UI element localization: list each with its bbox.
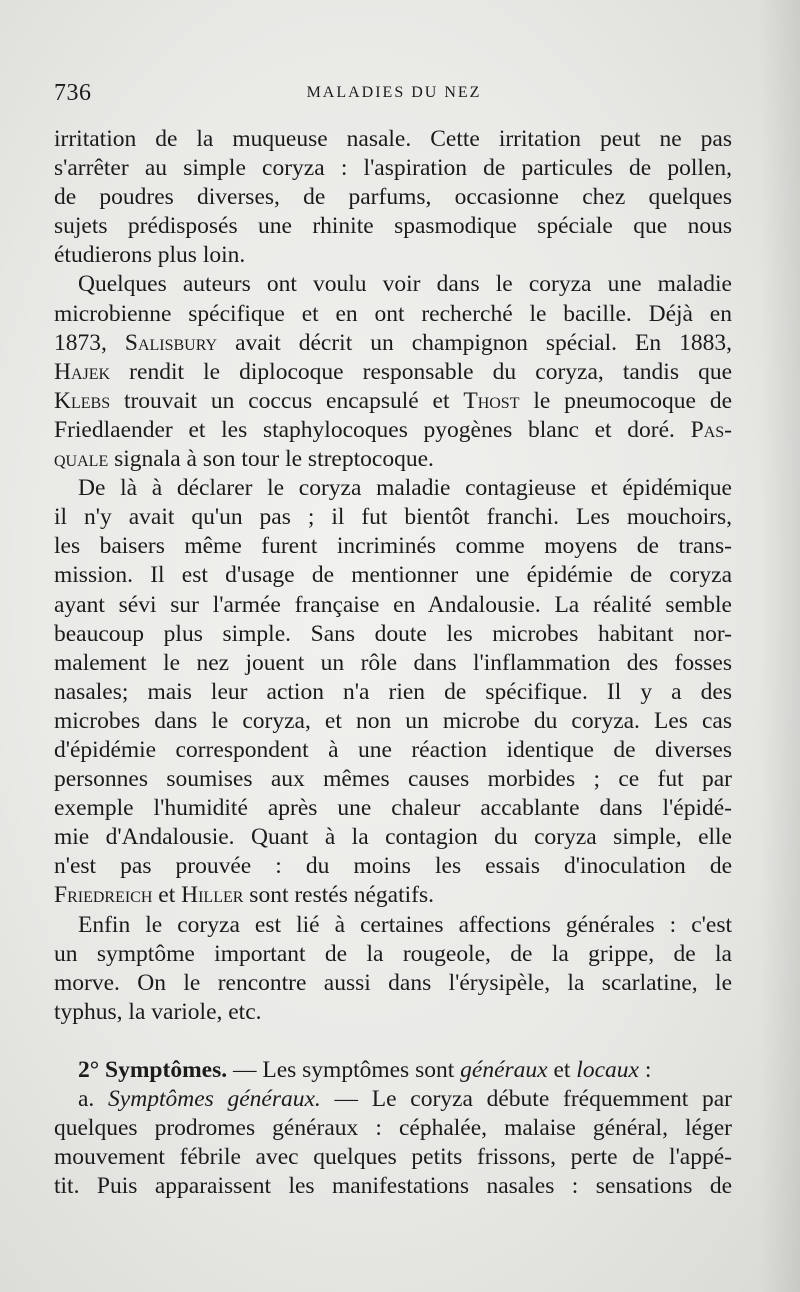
page-number: 736 xyxy=(54,80,92,106)
text-line: morve. On le rencontre aussi dans l'érysipèle, la scarlatine, le xyxy=(54,969,732,996)
section-symptoms xyxy=(54,1056,732,1201)
author-name: quale xyxy=(54,446,109,473)
text-line: il n'y avait qu'un pas ; il fut bientôt franchi. Les mouchoirs, xyxy=(54,504,732,531)
text-line: beaucoup plus simple. Sans doute les microbes habitant nor- xyxy=(54,620,732,647)
text-line: De là à déclarer le coryza maladie contagieuse et épidémique xyxy=(78,475,732,502)
text-line: irritation de la muqueuse nasale. Cette irritation peut ne pas xyxy=(54,126,732,152)
author-name: Hiller xyxy=(181,882,244,909)
page-edge-shadow xyxy=(760,0,800,1292)
text-line: ayant sévi sur l'armée française en Andalousie. La réalité semble xyxy=(54,591,732,618)
text-line: a. Symptômes généraux. — Le coryza débute fréquemment par xyxy=(78,1086,732,1112)
section-gap xyxy=(54,1027,732,1056)
text-line: Friedreich et Hiller sont restés négatifs. xyxy=(54,882,434,909)
subsection-heading: Symptômes généraux. xyxy=(108,1086,321,1112)
author-name: Klebs xyxy=(54,387,111,414)
text-line: Enfin le coryza est lié à certaines affections générales : c'est xyxy=(78,911,732,938)
text-line: s'arrêter au simple coryza : l'aspiration de particules de pollen, xyxy=(54,155,732,182)
author-name: Salisbury xyxy=(124,329,218,356)
text-line: n'est pas prouvée : du moins les essais d'inoculation de xyxy=(54,853,732,880)
text-line: tit. Puis apparaissent les manifestations nasales : sensations de xyxy=(54,1173,732,1200)
text-line: microbes dans le coryza, et non un microbe du coryza. Les cas xyxy=(54,707,732,734)
author-name: Hajek xyxy=(54,358,111,385)
text-line: malement le nez jouent un rôle dans l'inflammation des fosses xyxy=(54,649,732,676)
text-line: quale signala à son tour le streptocoque. xyxy=(54,446,434,473)
text-line: Friedlaender et les staphylocoques pyogènes blanc et doré. Pas- xyxy=(54,416,732,443)
text-line: mission. Il est d'usage de mentionner une épidémie de coryza xyxy=(54,562,732,589)
text-line: de poudres diverses, de parfums, occasionne chez quelques xyxy=(54,184,732,211)
author-name: Pas- xyxy=(690,416,732,443)
text-line: mouvement fébrile avec quelques petits frissons, perte de l'appé- xyxy=(54,1144,732,1171)
text-line: Quelques auteurs ont voulu voir dans le coryza une maladie xyxy=(78,271,732,298)
paragraph-4 xyxy=(54,911,732,1027)
text-line: étudierons plus loin. xyxy=(54,242,246,269)
body-text xyxy=(54,125,732,1201)
text-line: les baisers même furent incriminés comme moyens de trans- xyxy=(54,533,732,560)
text-line: mie d'Andalousie. Quant à la contagion du coryza simple, elle xyxy=(54,824,732,851)
paragraph-3 xyxy=(54,474,732,910)
text-line: 1873, Salisbury avait décrit un champignon spécial. En 1883, xyxy=(54,329,732,356)
text-line: exemple l'humidité après une chaleur accablante dans l'épidé- xyxy=(54,795,732,822)
section-heading-line: 2° Symptômes. — Les symptômes sont généraux et locaux : xyxy=(78,1056,652,1083)
page-header xyxy=(54,80,734,112)
text-line: microbienne spécifique et en ont recherché le bacille. Déjà en xyxy=(54,300,732,327)
running-title: MALADIES DU NEZ xyxy=(306,84,482,101)
paragraph-1 xyxy=(54,125,732,270)
text-line: d'épidémie correspondent à une réaction identique de diverses xyxy=(54,736,732,763)
text-line: quelques prodromes généraux : céphalée, malaise général, léger xyxy=(54,1115,732,1142)
author-name: Thost xyxy=(463,387,520,414)
text-line: Hajek rendit le diplocoque responsable du coryza, tandis que xyxy=(54,358,732,385)
section-heading: 2° Symptômes. xyxy=(78,1056,228,1083)
paragraph-2 xyxy=(54,270,732,474)
text-line: typhus, la variole, etc. xyxy=(54,998,262,1025)
text-line: nasales; mais leur action n'a rien de spécifique. Il y a des xyxy=(54,678,732,705)
text-line: sujets prédisposés une rhinite spasmodique spéciale que nous xyxy=(54,213,732,240)
text-line: personnes soumises aux mêmes causes morbides ; ce fut par xyxy=(54,766,732,793)
text-line: un symptôme important de la rougeole, de la grippe, de la xyxy=(54,940,732,967)
text-line: Klebs trouvait un coccus encapsulé et Thost le pneumocoque de xyxy=(54,387,732,414)
author-name: Friedreich xyxy=(54,882,153,909)
